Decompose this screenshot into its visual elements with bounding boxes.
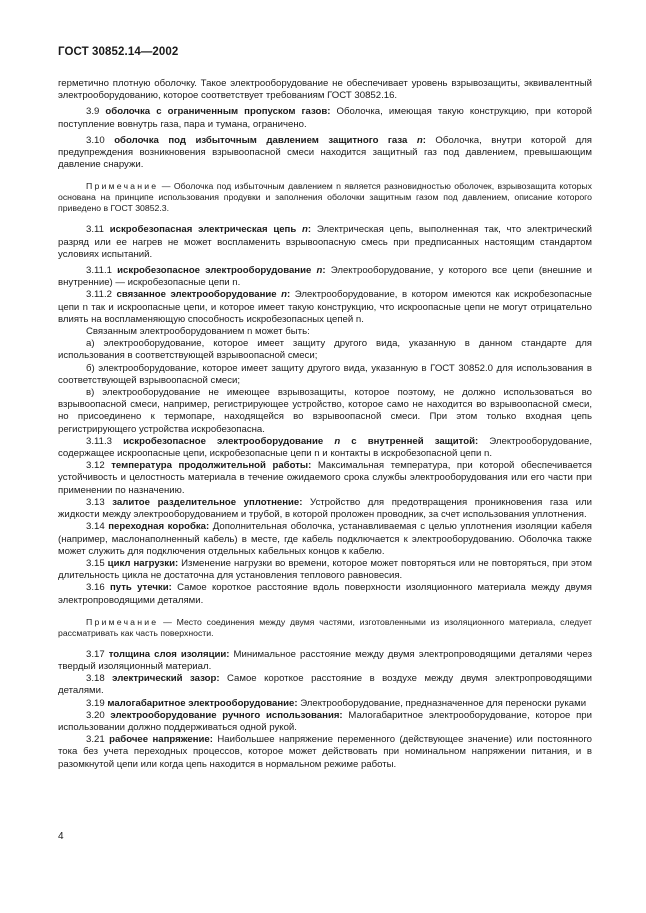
- clause-3-11-3: 3.11.3 искробезопасное электрооборудование n с внутренней защитой: Электрооборудование, содержащее искроопасные цепи, искробезопасные цепи n и контакты в искробезопасной цепи n.: [58, 435, 592, 460]
- clause-3-14: 3.14 переходная коробка: Дополнительная оболочка, устанавливаемая с целью уплотнения изоляции кабеля (например, маслонаполненный кабель) в месте, где кабель подключается к электрооборудованию. Оболочка также может служить для подключения отдельных кабельных концов к кабелю.: [58, 521, 592, 557]
- clause-3-16: 3.16 путь утечки: Самое короткое расстояние вдоль поверхности изоляционного материала между двумя электропроводящими деталями.: [58, 582, 592, 606]
- document-header: ГОСТ 30852.14—2002: [58, 46, 179, 58]
- associated-equipment-intro: Связанным электрооборудованием n может быть:: [86, 326, 310, 338]
- clause-3-17: 3.17 толщина слоя изоляции: Минимальное расстояние между двумя электропроводящими деталями через твердый изоляционный материал.: [58, 648, 592, 672]
- note-1: Примечание — Оболочка под избыточным давлением n является разновидностью оболочек, взрывозащита которых основана на принципе использования продувки и заполнения оболочки защитным газом под давлением, описание которого приведено в ГОСТ 30852.3.: [58, 181, 592, 214]
- clause-3-21: 3.21 рабочее напряжение: Наибольшее напряжение переменного (действующее значение) или постоянного тока без учета переходных процессов, которое может действовать при номинальном напряжении питания, и в разомкнутой цепи или когда цепь находится в нормальном режиме работы.: [58, 734, 592, 770]
- clause-3-10: 3.10 оболочка под избыточным давлением защитного газа n: Оболочка, внутри которой для предупреждения возникновения взрывоопасной смеси находится защитный газ под давлением, превышающим давление снаружи.: [58, 134, 592, 171]
- clause-3-19: 3.19 малогабаритное электрооборудование: Электрооборудование, предназначенное для переноски руками: [86, 697, 587, 709]
- clause-3-20: 3.20 электрооборудование ручного использования: Малогабаритное электрооборудование, которое при использовании должно поддерживаться одной рукой.: [58, 709, 593, 733]
- clause-3-11-2: 3.11.2 связанное электрооборудование n: Электрооборудование, в котором имеются как искробезопасные цепи n так и искроопасные цепи, и которое имеет такую конструкцию, что искроопасные цепи не могут отрицательно влиять на воспламеняющую способность искробезопасных цепей n.: [58, 289, 592, 325]
- list-item-b: б) электрооборудование, которое имеет защиту другого вида, указанную в ГОСТ 30852.0 для использования в соответствующей взрывоопасной смеси;: [58, 362, 592, 386]
- document-page: [58, 46, 592, 771]
- clause-3-18: 3.18 электрический зазор: Самое короткое расстояние в воздухе между двумя электропроводящими деталями.: [58, 673, 593, 697]
- clause-3-13: 3.13 залитое разделительное уплотнение: Устройство для предотвращения проникновения газа или жидкости между электрооборудованием и трубой, в которой проложен проводник, за счет использования уплотнения.: [58, 496, 593, 521]
- clause-3-12: 3.12 температура продолжительной работы: Максимальная температура, при которой обеспечивается устойчивость и целостность материала в течение ожидаемого срока службы электрооборудования или его части при применении по назначению.: [58, 460, 592, 496]
- list-item-c: в) электрооборудование не имеющее взрывозащиты, которое поэтому, не должно использоваться во взрывоопасной смеси, например, регистрирующее устройство, которое само не находится во взрывоопасной смеси, но присоединено к термопаре, находящейся во взрывоопасной смеси. При этом только входная цепь регистрирующего устройства искробезопасна.: [58, 387, 592, 435]
- intro-paragraph: герметично плотную оболочку. Такое электрооборудование не обеспечивает уровень взрывозащиты, эквивалентный электрооборудованию, которое соответствует требованиям ГОСТ 30852.16.: [58, 78, 592, 102]
- clause-3-11: 3.11 искробезопасная электрическая цепь n: Электрическая цепь, выполненная так, что электрический разряд или ее нагрев не может воспламенить взрывоопасную смесь при предписанных настоящим стандартом условиях испытаний.: [58, 224, 592, 260]
- clause-3-9: 3.9 оболочка с ограниченным пропуском газов: Оболочка, имеющая такую конструкцию, при которой поступление вовнутрь газа, пара и тумана, ограничено.: [58, 106, 592, 130]
- note-2: Примечание — Место соединения между двумя частями, изготовленными из изоляционного материала, следует рассматривать как часть поверхности.: [58, 616, 592, 638]
- clause-3-15: 3.15 цикл нагрузки: Изменение нагрузки во времени, которое может повторяться или не повторяться, при этом длительность цикла не достаточна для установления теплового равновесия.: [58, 557, 592, 582]
- clause-3-11-1: 3.11.1 искробезопасное электрооборудование n: Электрооборудование, у которого все цепи (внешние и внутренние) — искробезопасные цепи n.: [58, 265, 593, 289]
- page-number: 4: [58, 831, 64, 842]
- list-item-a: а) электрооборудование, которое имеет защиту другого вида, указанную в данном стандарте для использования в соответствующей взрывоопасной смеси;: [58, 338, 592, 362]
